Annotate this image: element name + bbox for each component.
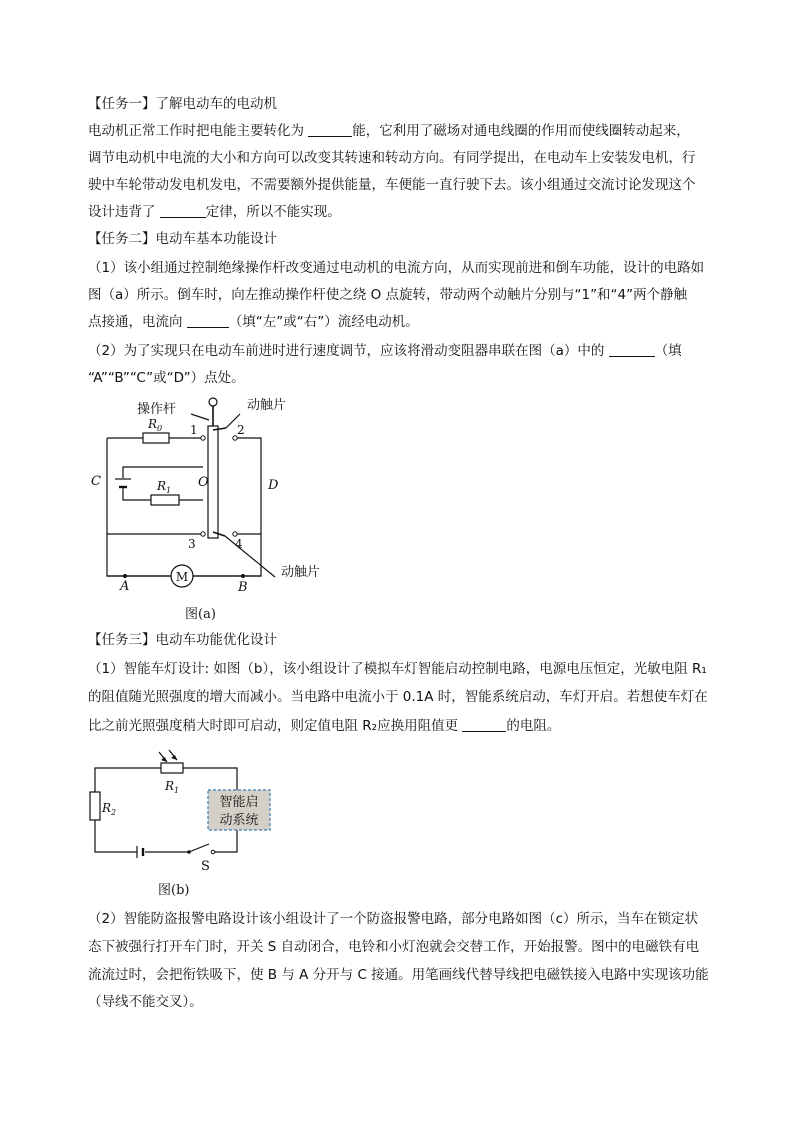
point-o-label: O bbox=[198, 475, 209, 490]
task1-line4: 设计违背了 定律，所以不能实现。 bbox=[88, 204, 341, 220]
circuit-figure-a bbox=[85, 392, 345, 624]
task2-p1-line1: （1）该小组通过控制绝缘操作杆改变通过电动机的电流方向，从而实现前进和倒车功能，设计的电路如 bbox=[88, 260, 705, 276]
task2-p1-line3: 点接通，电流向 （填“左”或“右”）流经电动机。 bbox=[88, 314, 419, 330]
box-line2: 动系统 bbox=[219, 813, 259, 828]
task3-p2-line2: 态下被强行打开车门时，开关 S 自动闭合，电铃和小灯泡就会交替工作，开始报警。图中的电磁铁有电 bbox=[88, 939, 700, 955]
point-a-label: A bbox=[120, 579, 130, 594]
resistor-r0 bbox=[143, 433, 169, 443]
operating-lever bbox=[208, 398, 218, 538]
r0-label: $R_0$ bbox=[148, 417, 163, 433]
contact-4-label: 4 bbox=[235, 537, 243, 551]
switch-label: S bbox=[201, 859, 210, 874]
battery bbox=[115, 479, 131, 487]
answer-blank[interactable] bbox=[308, 122, 352, 137]
box-line1: 智能启 bbox=[219, 795, 259, 810]
wire-outer bbox=[107, 438, 261, 576]
contact-top-label: 动触片 bbox=[247, 398, 287, 413]
figure-b-caption: 图(b) bbox=[158, 883, 190, 898]
task3-p2-line1: （2）智能防盗报警电路设计该小组设计了一个防盗报警电路，部分电路如图（c）所示，当车在锁定状 bbox=[88, 911, 699, 927]
task3-p1-line2: 的阻值随光照强度的增大而减小。当电路中电流小于 0.1A 时，智能系统启动，车灯开启。若想使车灯在 bbox=[88, 689, 708, 705]
task2-heading: 【任务二】电动车基本功能设计 bbox=[88, 231, 277, 247]
point-b-label: B bbox=[238, 580, 248, 595]
switch-pivot bbox=[187, 850, 191, 854]
answer-blank[interactable] bbox=[187, 313, 229, 328]
wire bbox=[123, 488, 151, 500]
task2-p2-line2: “A”“B”“C”或“D”）点处。 bbox=[88, 370, 245, 386]
contact-1-label: 1 bbox=[190, 423, 198, 437]
circuit-figure-b bbox=[85, 750, 285, 900]
r1-label: $R_1$ bbox=[165, 779, 180, 795]
task3-p2-line3: 流流过时，会把衔铁吸下，使 B 与 A 分开与 C 接通。用笔画线代替导线把电磁铁接入电路中实现该功能 bbox=[88, 967, 709, 983]
wire bbox=[95, 820, 137, 852]
task1-line1: 电动机正常工作时把电能主要转化为 能，它利用了磁场对通电线圈的作用而使线圈转动起来， bbox=[88, 123, 690, 139]
task3-p1-line3: 比之前光照强度稍大时即可启动，则定值电阻 R₂应换用阻值更 的电阻。 bbox=[88, 718, 561, 734]
task1-line3: 驶中车轮带动发电机发电，不需要额外提供能量，车便能一直行驶下去。该小组通过交流讨论发现这个 bbox=[88, 177, 696, 193]
leader-line bbox=[191, 414, 209, 420]
task1-heading: 【任务一】了解电动车的电动机 bbox=[88, 96, 277, 112]
contact-1 bbox=[201, 436, 205, 440]
contact-2-label: 2 bbox=[237, 423, 245, 437]
contact-bottom-label: 动触片 bbox=[281, 565, 321, 580]
task3-p1-line1: （1）智能车灯设计: 如图（b），该小组设计了模拟车灯智能启动控制电路，电源电压恒定，光敏电阻 R₁ bbox=[88, 661, 707, 677]
photoresistor-r1 bbox=[161, 763, 183, 773]
switch-contact bbox=[211, 850, 215, 854]
wire bbox=[183, 768, 237, 790]
answer-blank[interactable] bbox=[160, 203, 206, 218]
task1-line2: 调节电动机中电流的大小和方向可以改变其转速和转动方向。有同学提出，在电动车上安装发电机，行 bbox=[88, 150, 696, 166]
answer-blank[interactable] bbox=[462, 717, 506, 732]
light-arrowhead bbox=[161, 757, 167, 762]
resistor-r1 bbox=[151, 495, 179, 505]
contact-3 bbox=[201, 532, 205, 536]
point-c-label: C bbox=[91, 474, 101, 489]
answer-blank[interactable] bbox=[609, 342, 655, 357]
task2-p1-line2: 图（a）所示。倒车时，向左推动操作杆使之绕 O 点旋转，带动两个动触片分别与“1”和“4”两个静触 bbox=[88, 287, 688, 303]
wire bbox=[123, 467, 203, 478]
r1-label: $R_1$ bbox=[157, 479, 172, 495]
leader-line bbox=[225, 536, 275, 577]
contact-3-label: 3 bbox=[188, 537, 196, 551]
light-arrowhead bbox=[171, 755, 177, 760]
task3-heading: 【任务三】电动车功能优化设计 bbox=[88, 632, 277, 648]
r2-label: $R_2$ bbox=[102, 801, 117, 817]
resistor-r2 bbox=[90, 792, 100, 820]
lever-label: 操作杆 bbox=[137, 402, 177, 417]
point-d-label: D bbox=[268, 478, 279, 493]
switch-blade bbox=[189, 844, 209, 852]
contact-4 bbox=[233, 532, 237, 536]
wire bbox=[95, 768, 161, 792]
point-a-dot bbox=[123, 574, 127, 578]
motor-label: M bbox=[175, 570, 189, 584]
battery bbox=[137, 846, 143, 858]
task3-p2-line4: （导线不能交叉）。 bbox=[88, 994, 203, 1010]
figure-a-caption: 图(a) bbox=[185, 607, 216, 622]
task2-p2-line1: （2）为了实现只在电动车前进时进行速度调节，应该将滑动变阻器串联在图（a）中的 （填 bbox=[88, 343, 682, 359]
point-b-dot bbox=[241, 574, 245, 578]
